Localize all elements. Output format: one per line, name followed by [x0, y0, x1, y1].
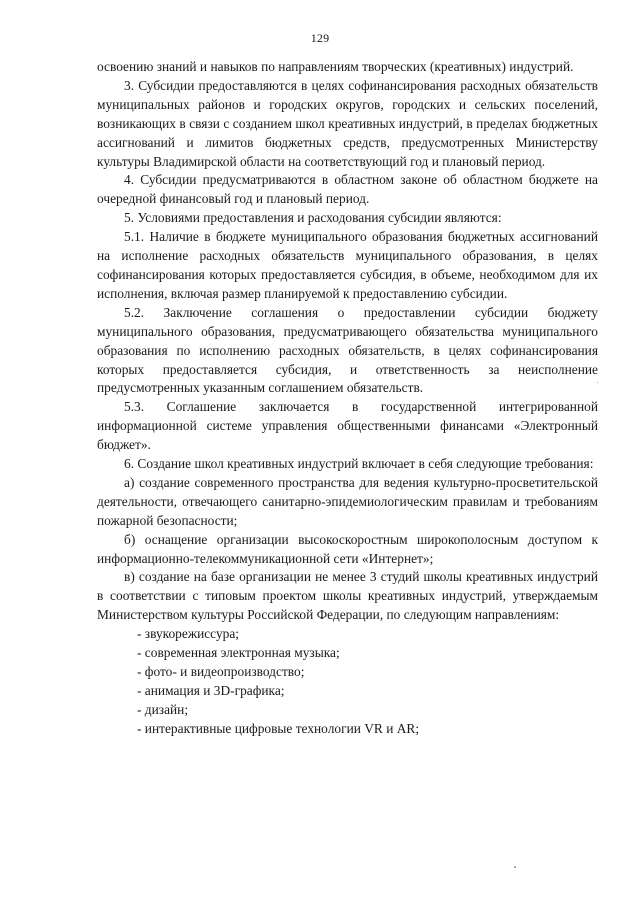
list-item: - звукорежиссура;	[137, 626, 239, 642]
scan-speck	[597, 382, 598, 383]
list-item: - анимация и 3D-графика;	[137, 682, 285, 698]
paragraph-6-v-studios: в) создание на базе организации не менее 3 студий школы креативных индустрий в соответствии с типовым проектом школы креативных индустрий, утверждаемым Министерством культуры Российской Федерации, по следующим направлениям:	[97, 569, 598, 623]
list-item: - интерактивные цифровые технологии VR и AR;	[137, 720, 420, 736]
paragraph-5-3-electronic-budget: 5.3. Соглашение заключается в государственной интегрированной информационной системе управления общественными финансами «Электронный бюджет».	[97, 399, 598, 453]
directions-list	[97, 625, 598, 738]
paragraph-3-subsidy-purpose: 3. Субсидии предоставляются в целях софинансирования расходных обязательств муниципальных районов и городских округов, городских и сельских поселений, возникающих в связи с созданием школ креативных индустрий, в пределах бюджетных ассигнований и лимитов бюджетных средств, предусмотренных Министерству культуры Владимирской области на соответствующий год и плановый период.	[97, 77, 598, 169]
paragraph-5-conditions: 5. Условиями предоставления и расходования субсидии являются:	[124, 210, 502, 226]
paragraph-6-requirements: 6. Создание школ креативных индустрий включает в себя следующие требования:	[124, 456, 594, 472]
paragraph-5-1-budget-allocations: 5.1. Наличие в бюджете муниципального образования бюджетных ассигнований на исполнение расходных обязательств муниципального образования, в целях софинансирования которых предоставляется субсидия, в объеме, необходимом для их исполнения, включая размер планируемой к предоставлению субсидии.	[97, 229, 598, 301]
list-item: - дизайн;	[137, 701, 189, 717]
paragraph-4-subsidy-budget-law: 4. Субсидии предусматриваются в областном законе об областном бюджете на очередной финансовый год и плановый период.	[97, 172, 598, 207]
list-item: - фото- и видеопроизводство;	[137, 664, 305, 679]
document-body	[97, 58, 598, 739]
paragraph-6-b-internet: б) оснащение организации высокоскоростным широкополосным доступом к информационно-телекоммуникационной сети «Интернет»;	[97, 531, 598, 566]
page-number: 129	[310, 31, 330, 45]
scan-speck	[514, 866, 516, 868]
paragraph-5-2-agreement: 5.2. Заключение соглашения о предоставлении субсидии бюджету муниципального образования, предусматривающего обязательства муниципального образования по исполнению расходных обязательств, в целях софинансирования которых предоставляется субсидия, и ответственность за неисполнение предусмотренных указанным соглашением обязательств.	[97, 304, 598, 396]
paragraph-continuation: освоению знаний и навыков по направлениям творческих (креативных) индустрий.	[97, 59, 574, 74]
paragraph-6-a-space: а) создание современного пространства для ведения культурно-просветительской деятельности, отвечающего санитарно-эпидемиологическим правилам и требованиям пожарной безопасности;	[97, 474, 598, 528]
list-item: - современная электронная музыка;	[137, 645, 340, 661]
